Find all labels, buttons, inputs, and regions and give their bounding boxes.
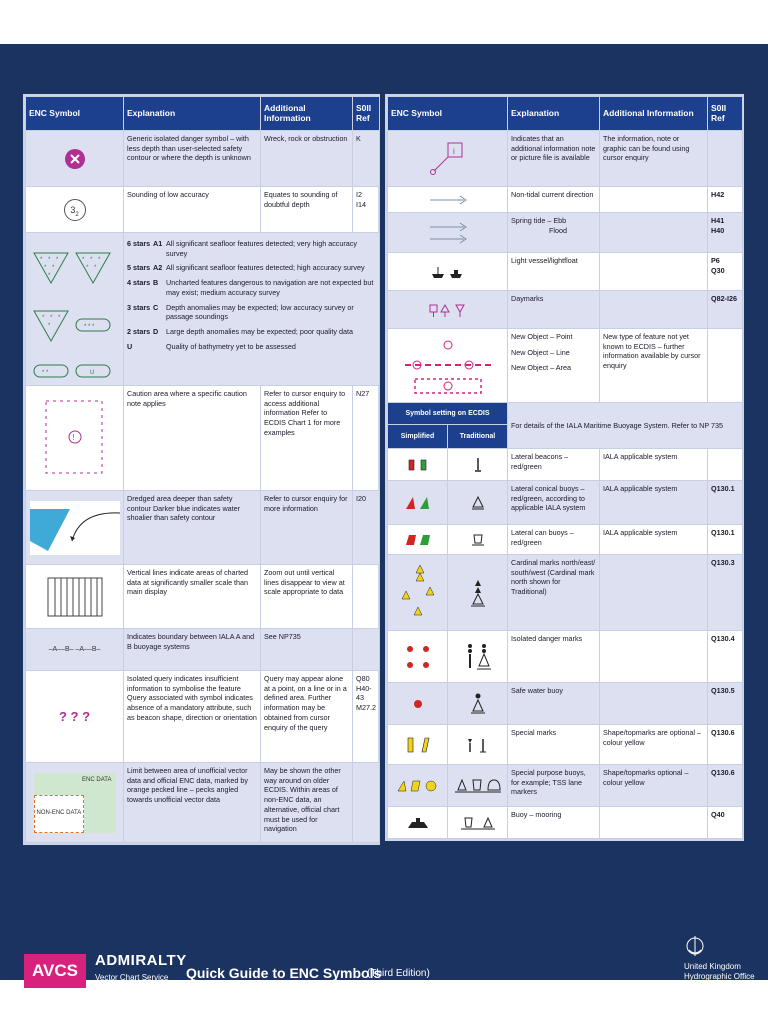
table-row (26, 491, 380, 565)
row-explanation: Dredged area deeper than safety contour Darker blue indicates water shoalier than safety contour (124, 491, 261, 565)
table-row (388, 725, 743, 765)
row-explanation: Non-tidal current direction (508, 187, 600, 213)
tide-arrows-icon (388, 213, 508, 253)
row-info: See NP735 (261, 629, 353, 671)
row-ref: H42 (708, 187, 743, 213)
row-explanation: Sounding of low accuracy (124, 187, 261, 233)
spring-tide-flood: Flood (549, 225, 567, 235)
row-info: Equates to sounding of doubtful depth (261, 187, 353, 233)
svg-text:!: ! (72, 433, 75, 442)
can-buoy-traditional-icon (448, 525, 508, 555)
table-row (388, 449, 743, 481)
spring-tide-ebb: Spring tide – Ebb (511, 216, 567, 225)
svg-text:*: * (93, 265, 96, 271)
cardinal-marks-traditional-icon (448, 555, 508, 631)
row-info: Shape/topmarks are optional – colour yellow (600, 725, 708, 765)
row-ref: Q130.1 (708, 481, 743, 525)
row-explanation: Lateral can buoys – red/green (508, 525, 600, 555)
ukho-crest-icon (684, 932, 706, 960)
svg-text:*: * (43, 265, 46, 271)
svg-text:*: * (49, 315, 52, 321)
grade-stars: 5 stars (127, 263, 151, 273)
grade-row (127, 327, 376, 337)
table-row (388, 213, 743, 253)
row-ref: Q130.6 (708, 725, 743, 765)
isolated-danger-icon (26, 131, 124, 187)
row-info: May be shown the other way around on older ECDIS. Within areas of non-ENC data, an alternative, official chart must be used for navigation (261, 763, 353, 843)
row-info: The information, note or graphic can be found using cursor enquiry (600, 131, 708, 187)
svg-text:*: * (89, 257, 92, 263)
conical-buoy-traditional-icon (448, 481, 508, 525)
row-ref: Q130.1 (708, 525, 743, 555)
table-row (26, 629, 380, 671)
row-info: IALA applicable system (600, 525, 708, 555)
row-explanation: Lateral conical buoys – red/green, according to applicable IALA system (508, 481, 600, 525)
grade-row (127, 303, 376, 322)
sounding-value: 3 (70, 204, 76, 215)
left-header-row (26, 97, 380, 131)
lateral-beacon-simplified-icon (388, 449, 448, 481)
svg-text:* * *: * * * (83, 324, 94, 330)
grade-stars: 2 stars (127, 327, 151, 337)
row-explanation: Limit between area of unofficial vector data and official ENC data, marked by orange pecked line – pecks angled towards unofficial vector data (124, 763, 261, 843)
iala-boundary-icon: –A––B– –A––B– (26, 629, 124, 671)
grade-row (127, 263, 376, 273)
row-info (600, 291, 708, 329)
grade-desc: Large depth anomalies may be expected; poor quality data (166, 327, 353, 337)
row-explanation: Special purpose buoys, for example; TSS lane markers (508, 765, 600, 807)
row-ref: Q82-I26 (708, 291, 743, 329)
grade-code: C (153, 302, 159, 312)
traditional-label: Traditional (448, 425, 508, 449)
row-info (600, 187, 708, 213)
table-row (26, 763, 380, 843)
query-icon (26, 671, 124, 763)
row-ref: Q130.4 (708, 631, 743, 683)
svg-text:*: * (39, 257, 42, 263)
new-object-point: New Object – Point (511, 332, 573, 341)
table-row (388, 291, 743, 329)
right-symbol-table (385, 94, 744, 841)
row-info: IALA applicable system (600, 449, 708, 481)
poster-background (0, 44, 768, 980)
guide-edition: (Third Edition) (367, 968, 430, 979)
grade-row (127, 278, 376, 297)
right-header-ref: S0II Ref (708, 97, 743, 131)
grade-row (127, 239, 376, 258)
table-row (388, 683, 743, 725)
row-info: Refer to cursor enquiry to access additional information Refer to ECDIS Chart 1 for more examples (261, 386, 353, 491)
row-explanation: Daymarks (508, 291, 600, 329)
non-enc-data-label: NON-ENC DATA (36, 809, 82, 816)
table-row (388, 253, 743, 291)
left-header-explanation: Explanation (124, 97, 261, 131)
symbol-setting-row (388, 403, 743, 425)
table-row (388, 631, 743, 683)
admiralty-brand: ADMIRALTY (95, 952, 187, 969)
row-info (600, 683, 708, 725)
table-row (388, 807, 743, 839)
special-purpose-traditional-icon (448, 765, 508, 807)
row-ref: I2 I14 (353, 187, 380, 233)
ukho-name: United Kingdom Hydrographic Office (684, 962, 755, 981)
table-row (26, 233, 380, 386)
brand-subtitle: Vector Chart Service (95, 973, 169, 982)
buoyage-note: For details of the IALA Maritime Buoyage System. Refer to NP 735 (508, 403, 743, 449)
row-info: Zoom out until vertical lines disappear to view at scale appropriate to data (261, 565, 353, 629)
lateral-beacon-traditional-icon (448, 449, 508, 481)
row-explanation: Indicates boundary between IALA A and B buoyage systems (124, 629, 261, 671)
table-row (388, 329, 743, 403)
row-ref: N27 (353, 386, 380, 491)
simplified-label: Simplified (388, 425, 448, 449)
new-object-icon (388, 329, 508, 403)
grade-code: D (153, 327, 159, 337)
symbol-setting-title: Symbol setting on ECDIS (388, 403, 508, 425)
special-purpose-simplified-icon (388, 765, 448, 807)
left-header-symbol: ENC Symbol (26, 97, 124, 131)
enc-limit-icon (26, 763, 124, 843)
footer (0, 944, 768, 1004)
grade-desc: Quality of bathymetry yet to be assessed (166, 341, 296, 351)
avcs-badge: AVCS (24, 954, 86, 988)
row-explanation: Indicates that an additional information note or picture file is available (508, 131, 600, 187)
svg-text:*: * (97, 257, 100, 263)
isolated-danger-simplified-icon (388, 631, 448, 683)
table-row (26, 131, 380, 187)
row-ref: H41 H40 (708, 213, 743, 253)
grade-desc: Uncharted features dangerous to navigation are not expected but may exist; medium accuracy survey (166, 278, 374, 297)
conical-buoy-simplified-icon (388, 481, 448, 525)
row-info (600, 631, 708, 683)
table-row (388, 555, 743, 631)
row-info (600, 213, 708, 253)
info-note-icon (388, 131, 508, 187)
row-explanation: Light vessel/lightfloat (508, 253, 600, 291)
row-explanation: Special marks (508, 725, 600, 765)
row-explanation: Buoy – mooring (508, 807, 600, 839)
row-info: Refer to cursor enquiry for more information (261, 491, 353, 565)
grade-code: A2 (153, 263, 163, 273)
row-explanation (508, 329, 600, 403)
cardinal-marks-simplified-icon (388, 555, 448, 631)
svg-text:*: * (47, 323, 50, 329)
safe-water-simplified-icon (388, 683, 448, 725)
row-ref (353, 629, 380, 671)
left-symbol-table (23, 94, 380, 845)
row-explanation: Caution area where a specific caution note applies (124, 386, 261, 491)
table-row (388, 525, 743, 555)
sounding-subscript: 2 (75, 211, 79, 218)
mooring-buoy-simplified-icon (388, 807, 448, 839)
row-ref (708, 329, 743, 403)
right-header-row (388, 97, 743, 131)
row-explanation: Isolated danger marks (508, 631, 600, 683)
table-row (388, 131, 743, 187)
svg-text:*: * (41, 315, 44, 321)
special-marks-simplified-icon (388, 725, 448, 765)
row-explanation: Lateral beacons – red/green (508, 449, 600, 481)
grade-stars: 4 stars (127, 278, 151, 288)
current-arrow-icon (388, 187, 508, 213)
caution-area-icon (26, 386, 124, 491)
enc-data-label: ENC DATA (82, 776, 112, 783)
table-row (388, 187, 743, 213)
row-explanation (508, 213, 600, 253)
svg-text:*: * (85, 265, 88, 271)
table-row (388, 765, 743, 807)
dredged-area-icon (26, 491, 124, 565)
grade-desc: All significant seafloor features detected; high accuracy survey (166, 263, 365, 273)
table-row (26, 671, 380, 763)
mooring-buoy-traditional-icon (448, 807, 508, 839)
row-info (600, 555, 708, 631)
isolated-danger-traditional-icon (448, 631, 508, 683)
row-ref (708, 449, 743, 481)
table-row (388, 481, 743, 525)
row-info (600, 253, 708, 291)
safe-water-traditional-icon (448, 683, 508, 725)
left-header-ref: S0II Ref (353, 97, 380, 131)
grade-code: A1 (153, 239, 163, 248)
row-ref: Q80 H40-43 M27.2 (353, 671, 380, 763)
table-row (26, 386, 380, 491)
new-object-area: New Object – Area (511, 363, 571, 373)
new-object-line: New Object – Line (511, 347, 570, 357)
right-header-explanation: Explanation (508, 97, 600, 131)
row-explanation: Cardinal marks north/east/ south/west (Cardinal mark north shown for Traditional) (508, 555, 600, 631)
light-vessel-icon (388, 253, 508, 291)
row-info (600, 807, 708, 839)
row-ref: Q130.5 (708, 683, 743, 725)
grade-stars: 3 stars (127, 302, 151, 312)
row-ref: I20 (353, 491, 380, 565)
query-marks: ? ? ? (58, 708, 91, 724)
row-ref (353, 763, 380, 843)
svg-text:i: i (452, 146, 455, 156)
row-info: New type of feature not yet known to ECDIS – further information available by cursor enquiry (600, 329, 708, 403)
smaller-scale-data-icon (26, 565, 124, 629)
svg-text:*: * (81, 257, 84, 263)
svg-text:*: * (51, 265, 54, 271)
grade-code: B (153, 278, 159, 288)
row-explanation: Vertical lines indicate areas of charted data at significantly smaller scale than main display (124, 565, 261, 629)
right-header-info: Additional Information (600, 97, 708, 131)
row-ref: Q40 (708, 807, 743, 839)
grade-row (127, 342, 376, 352)
zone-of-confidence-icon (26, 233, 124, 386)
row-info: IALA applicable system (600, 481, 708, 525)
svg-text:* *: * * (41, 370, 48, 376)
row-ref (708, 131, 743, 187)
can-buoy-simplified-icon (388, 525, 448, 555)
grade-stars: 6 stars (127, 239, 151, 248)
svg-text:*: * (47, 257, 50, 263)
special-marks-traditional-icon (448, 725, 508, 765)
row-ref: P6 Q30 (708, 253, 743, 291)
grade-stars: U (127, 341, 133, 351)
row-info: Query may appear alone at a point, on a line or in a defined area. Further information may be obtained from cursor enquiry of the query (261, 671, 353, 763)
low-accuracy-sounding-icon (26, 187, 124, 233)
svg-text:U: U (89, 370, 94, 376)
guide-title: Quick Guide to ENC Symbols (186, 965, 382, 981)
row-explanation: Safe water buoy (508, 683, 600, 725)
row-ref: Q130.6 (708, 765, 743, 807)
grade-desc: All significant seafloor features detected; very high accuracy survey (166, 239, 357, 258)
svg-text:*: * (57, 315, 60, 321)
row-ref: K (353, 131, 380, 187)
row-ref: Q130.3 (708, 555, 743, 631)
row-info: Shape/topmarks optional – colour yellow (600, 765, 708, 807)
svg-text:*: * (55, 257, 58, 263)
table-row (26, 187, 380, 233)
left-header-info: Additional Information (261, 97, 353, 131)
row-info: Wreck, rock or obstruction (261, 131, 353, 187)
row-ref (353, 565, 380, 629)
right-header-symbol: ENC Symbol (388, 97, 508, 131)
grades-list (124, 233, 380, 386)
table-row (26, 565, 380, 629)
grade-desc: Depth anomalies may be expected; low accuracy survey or passage soundings (166, 302, 354, 322)
svg-text:*: * (47, 273, 50, 279)
row-explanation: Isolated query indicates insufficient information to symbolise the feature Query associated with symbol indicates absence of a mandatory attribute, such as beacon shape, direction or orientation (124, 671, 261, 763)
daymarks-icon (388, 291, 508, 329)
row-explanation: Generic isolated danger symbol – with less depth than user-selected safety contour or where the depth is unknown (124, 131, 261, 187)
